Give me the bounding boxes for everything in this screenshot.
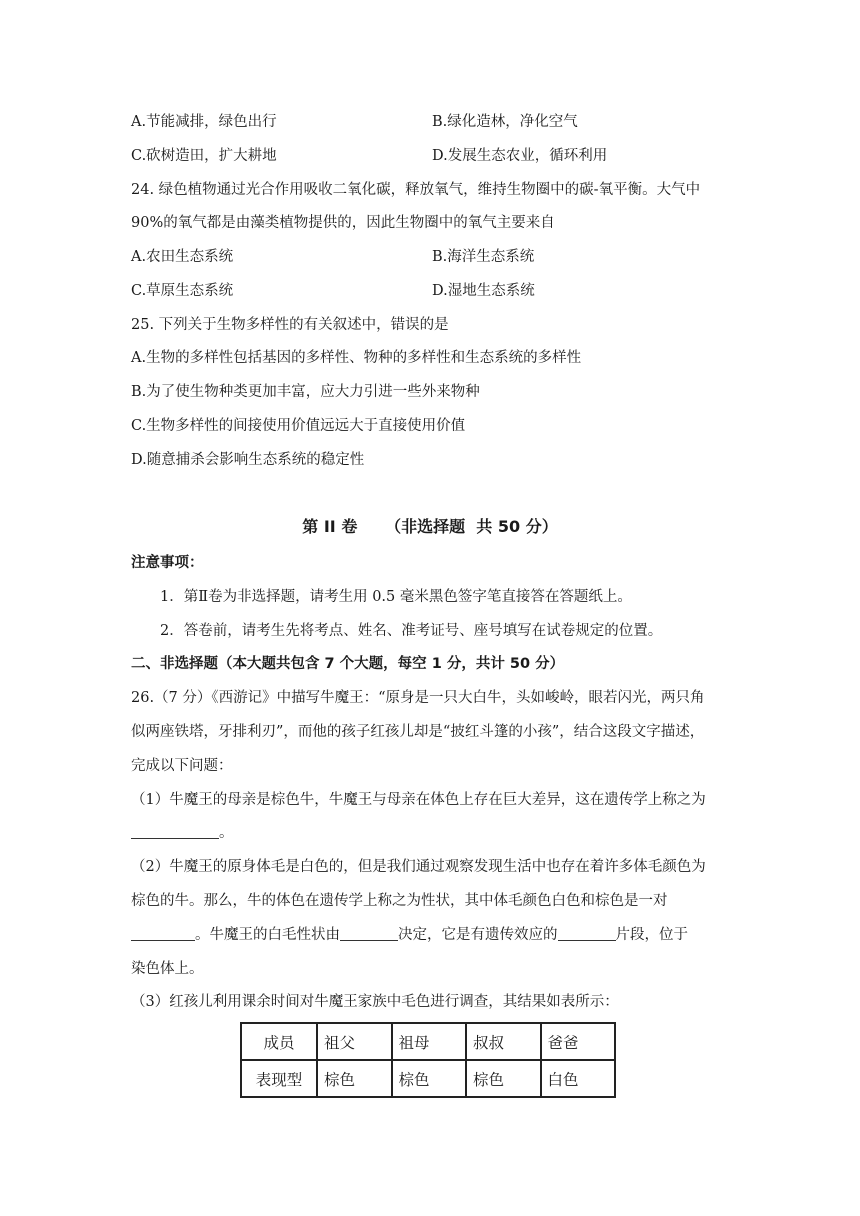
table-row — [241, 1023, 615, 1060]
q26-stem-line2: 似两座铁塔，牙排利刃”，而他的孩子红孩儿却是“披红斗篷的小孩”，结合这段文字描述， — [131, 724, 705, 740]
q26-part2-line2: 棕色的牛。那么，牛的体色在遗传学上称之为性状，其中体毛颜色白色和棕色是一对 — [131, 893, 668, 909]
q23-option-a: A.节能减排，绿色出行 — [131, 114, 277, 130]
table-cell: 表现型 — [241, 1060, 317, 1097]
q26-part2-line4: 染色体上。 — [131, 961, 204, 977]
q26-stem-line3: 完成以下问题： — [131, 758, 233, 774]
q24-stem-line1: 24. 绿色植物通过光合作用吸收二氧化碳，释放氧气，维持生物圈中的碳-氧平衡。大气中 — [131, 182, 701, 198]
q24-option-b: B.海洋生态系统 — [432, 249, 535, 265]
notice-item-1: 1．第Ⅱ卷为非选择题，请考生用 0.5 毫米黑色签字笔直接答在答题纸上。 — [160, 589, 632, 605]
q23-option-d: D.发展生态农业，循环利用 — [432, 148, 608, 164]
table-cell: 叔叔 — [466, 1023, 541, 1060]
q26-part1-line2 — [131, 823, 234, 843]
family-color-table — [240, 1022, 616, 1098]
q25-stem: 25. 下列关于生物多样性的有关叙述中，错误的是 — [131, 317, 449, 333]
q24-stem-line2: 90%的氧气都是由藻类植物提供的，因此生物圈中的氧气主要来自 — [131, 215, 555, 231]
table-cell: 棕色 — [317, 1060, 392, 1097]
q26-part2-text-b: 决定，它是有遗传效应的 — [398, 927, 558, 943]
q26-part2-line1: （2）牛魔王的原身体毛是白色的，但是我们通过观察发现生活中也存在着许多体毛颜色为 — [131, 859, 706, 875]
q26-part3-line1: （3）红孩儿利用课余时间对牛魔王家族中毛色进行调查，其结果如表所示： — [131, 994, 619, 1010]
q26-stem-line1: 26.（7 分）《西游记》中描写牛魔王：“原身是一只大白牛，头如峻岭，眼若闪光，两只角 — [131, 690, 705, 706]
q26-part1-end: 。 — [219, 825, 234, 841]
q26-part1-line1: （1）牛魔王的母亲是棕色牛，牛魔王与母亲在体色上存在巨大差异，这在遗传学上称之为 — [131, 792, 706, 808]
notice-item-2: 2．答卷前，请考生先将考点、姓名、准考证号、座号填写在试卷规定的位置。 — [160, 623, 663, 639]
notice-heading: 注意事项： — [131, 555, 204, 571]
q24-option-a: A.农田生态系统 — [131, 249, 234, 265]
table-cell: 成员 — [241, 1023, 317, 1060]
q25-option-b: B.为了使生物种类更加丰富，应大力引进一些外来物种 — [131, 384, 480, 400]
q24-option-c: C.草原生态系统 — [131, 283, 234, 299]
answer-blank[interactable] — [340, 926, 398, 941]
table-row — [241, 1060, 615, 1097]
q25-option-d: D.随意捕杀会影响生态系统的稳定性 — [131, 452, 365, 468]
table-cell: 祖母 — [392, 1023, 467, 1060]
q23-option-c: C.砍树造田，扩大耕地 — [131, 148, 277, 164]
answer-blank[interactable] — [131, 824, 219, 839]
answer-blank[interactable] — [558, 926, 616, 941]
q24-option-d: D.湿地生态系统 — [432, 283, 535, 299]
table-cell: 爸爸 — [541, 1023, 616, 1060]
part-heading: 二、非选择题（本大题共包含 7 个大题，每空 1 分，共计 50 分） — [131, 656, 565, 672]
q26-part2-text-c: 片段，位于 — [615, 927, 688, 943]
table-cell: 白色 — [541, 1060, 616, 1097]
q23-option-b: B.绿化造林，净化空气 — [432, 114, 578, 130]
table-cell: 祖父 — [317, 1023, 392, 1060]
q25-option-c: C.生物多样性的间接使用价值远远大于直接使用价值 — [131, 418, 466, 434]
answer-blank[interactable] — [131, 926, 195, 941]
section-title: 第 II 卷 （非选择题 共 50 分） — [302, 517, 558, 536]
q25-option-a: A.生物的多样性包括基因的多样性、物种的多样性和生态系统的多样性 — [131, 350, 582, 366]
table-cell: 棕色 — [392, 1060, 467, 1097]
q26-part2-line3 — [131, 925, 688, 945]
q26-part2-text-a: 。牛魔王的白毛性状由 — [195, 927, 340, 943]
table-cell: 棕色 — [466, 1060, 541, 1097]
